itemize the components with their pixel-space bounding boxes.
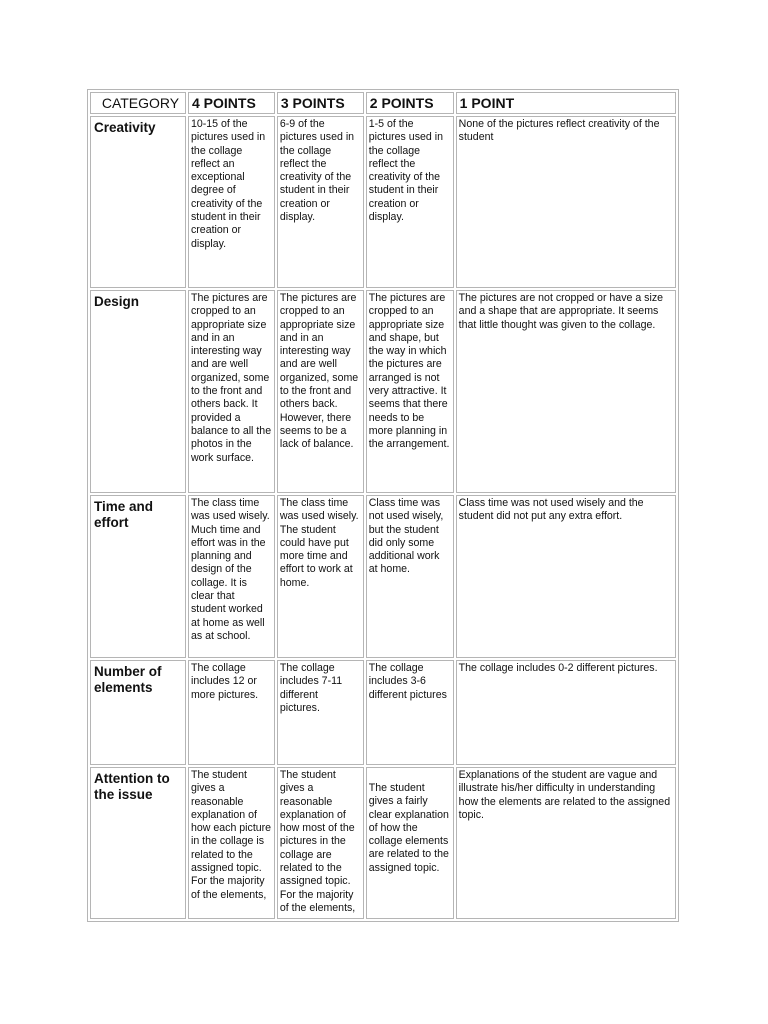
cell-3-points: The student gives a reasonable explanation of how most of the pictures in the collage are related to the assigned topic. For the majority of the elements,	[277, 767, 364, 919]
cell-3-points: The class time was used wisely. The student could have put more time and effort to work at home.	[277, 495, 364, 658]
cell-1-point: None of the pictures reflect creativity of the student	[456, 116, 676, 288]
cell-4-points: The collage includes 12 or more pictures.	[188, 660, 275, 765]
header-row	[90, 92, 676, 114]
row-category: Number of elements	[90, 660, 186, 765]
cell-4-points: 10-15 of the pictures used in the collage reflect an exceptional degree of creativity of the student in their creation or display.	[188, 116, 275, 288]
header-1-point: 1 POINT	[456, 92, 676, 114]
row-category: Attention to the issue	[90, 767, 186, 919]
cell-4-points: The pictures are cropped to an appropriate size and in an interesting way and are well organized, some to the front and others back. It provided a balance to all the photos in the work surface.	[188, 290, 275, 493]
cell-2-points: The student gives a fairly clear explanation of how the collage elements are related to the assigned topic.	[366, 767, 454, 919]
table-row	[90, 660, 676, 765]
header-2-points: 2 POINTS	[366, 92, 454, 114]
cell-3-points: 6-9 of the pictures used in the collage reflect the creativity of the student in their creation or display.	[277, 116, 364, 288]
cell-4-points: The class time was used wisely. Much time and effort was in the planning and design of the collage. It is clear that student worked at home as well as at school.	[188, 495, 275, 658]
cell-2-points: 1-5 of the pictures used in the collage reflect the creativity of the student in their creation or display.	[366, 116, 454, 288]
table-row	[90, 116, 676, 288]
rubric-table	[87, 89, 679, 922]
cell-1-point: The pictures are not cropped or have a size and a shape that are appropriate. It seems that little thought was given to the collage.	[456, 290, 676, 493]
cell-1-point: Class time was not used wisely and the student did not put any extra effort.	[456, 495, 676, 658]
header-category: CATEGORY	[90, 92, 186, 114]
row-category: Creativity	[90, 116, 186, 288]
cell-2-points: The pictures are cropped to an appropriate size and shape, but the way in which the pictures are arranged is not very attractive. It seems that there needs to be more planning in the arrangement.	[366, 290, 454, 493]
header-4-points: 4 POINTS	[188, 92, 275, 114]
table-row	[90, 495, 676, 658]
cell-4-points: The student gives a reasonable explanation of how each picture in the collage is related to the assigned topic. For the majority of the elements,	[188, 767, 275, 919]
cell-2-points: The collage includes 3-6 different pictures	[366, 660, 454, 765]
row-category: Time and effort	[90, 495, 186, 658]
row-category: Design	[90, 290, 186, 493]
cell-3-points: The pictures are cropped to an appropriate size and in an interesting way and are well organized, some to the front and others back. However, there seems to be a lack of balance.	[277, 290, 364, 493]
cell-1-point: The collage includes 0-2 different pictures.	[456, 660, 676, 765]
cell-1-point: Explanations of the student are vague and illustrate his/her difficulty in understanding how the elements are related to the assigned topic.	[456, 767, 676, 919]
header-3-points: 3 POINTS	[277, 92, 364, 114]
cell-3-points: The collage includes 7-11 different pictures.	[277, 660, 364, 765]
cell-2-points: Class time was not used wisely, but the student did only some additional work at home.	[366, 495, 454, 658]
table-row	[90, 767, 676, 919]
table-row	[90, 290, 676, 493]
